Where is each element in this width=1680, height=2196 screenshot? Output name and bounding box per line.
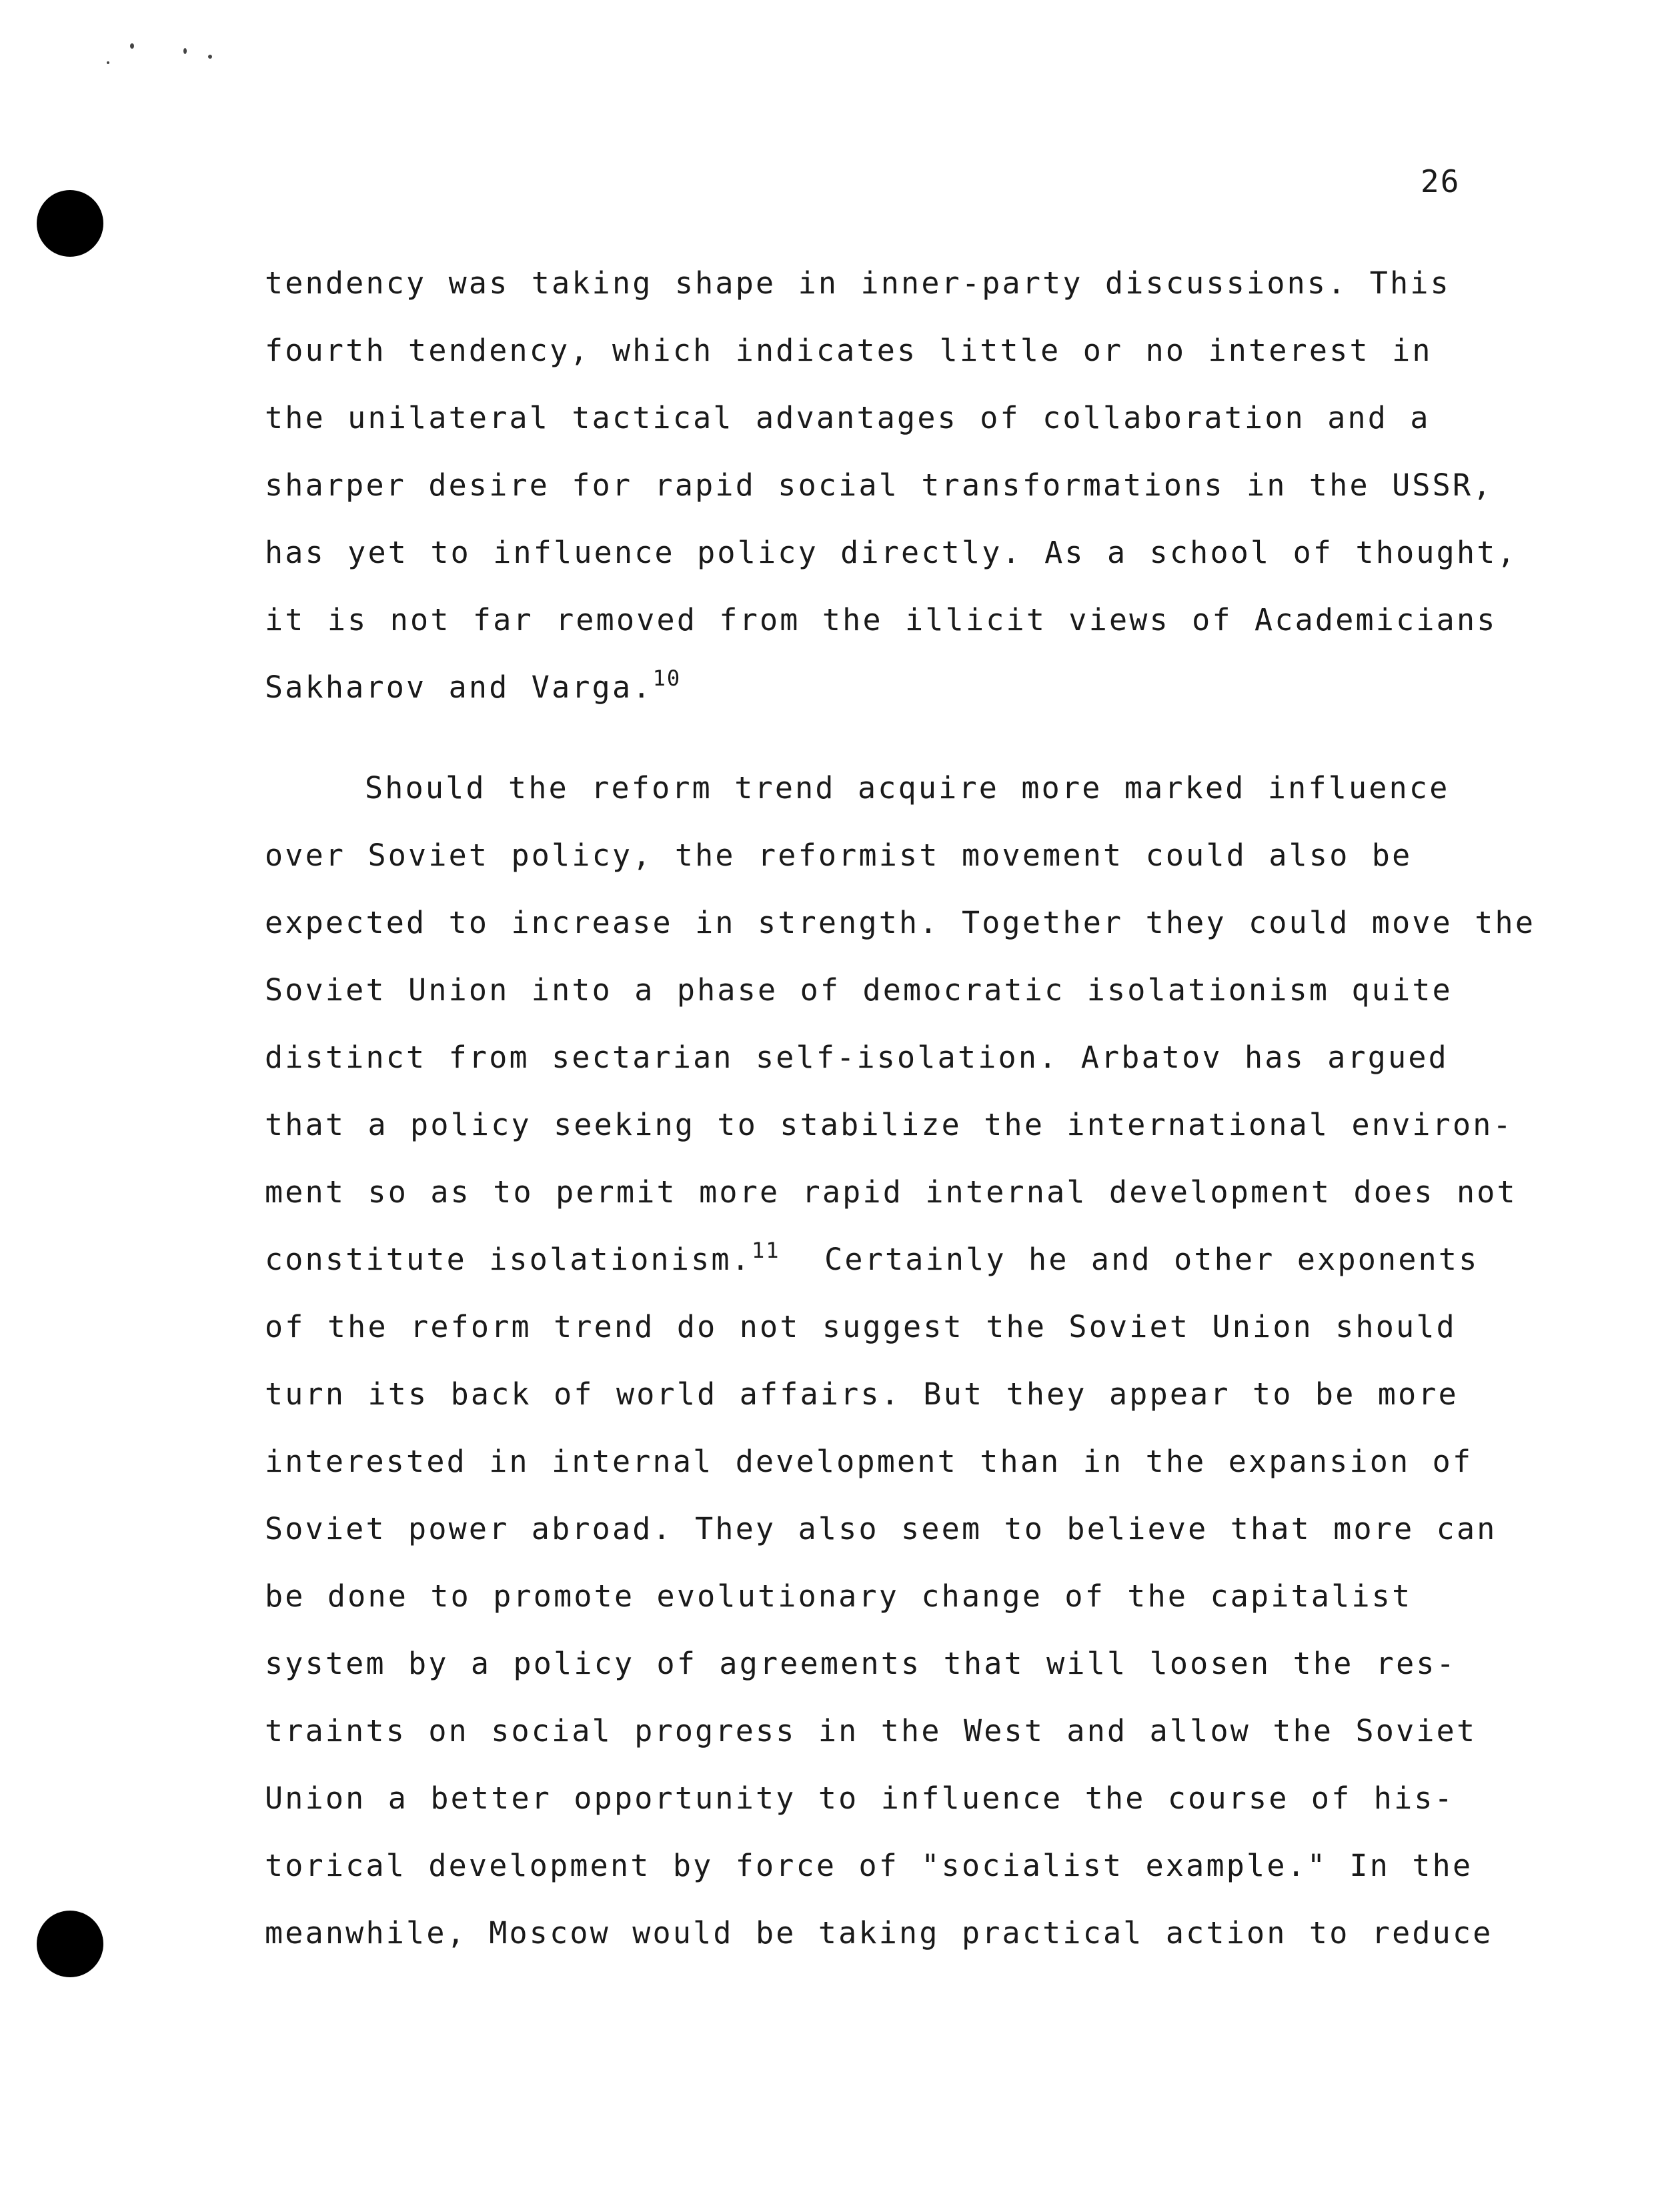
scan-speck [130, 43, 134, 49]
text-line: Soviet Union into a phase of democratic isolationism quite [265, 972, 1453, 1008]
text-line: be done to promote evolutionary change of the capitalist [265, 1578, 1413, 1614]
body-text [265, 263, 1536, 1981]
scan-speck [208, 55, 212, 59]
text-line: over Soviet policy, the reformist movement could also be [265, 838, 1413, 873]
scan-speck [183, 48, 187, 54]
text-line: has yet to influence policy directly. As a school of thought, [265, 535, 1517, 570]
text-line: of the reform trend do not suggest the Soviet Union should [265, 1309, 1457, 1344]
line-text: constitute isolationism. [265, 1242, 752, 1277]
text-line: turn its back of world affairs. But they appear to be more [265, 1376, 1459, 1412]
text-line [265, 668, 1532, 735]
line-text: Certainly he and other exponents [780, 1242, 1479, 1277]
text-line: the unilateral tactical advantages of collaboration and a [265, 400, 1431, 435]
text-line [265, 1240, 1532, 1307]
text-line: distinct from sectarian self-isolation. Arbatov has argued [265, 1040, 1449, 1075]
punch-hole-bottom [37, 1911, 103, 1977]
paragraph-1 [265, 263, 1532, 735]
text-line: ment so as to permit more rapid internal development does not [265, 1174, 1517, 1210]
line-text: Sakharov and Varga. [265, 670, 653, 705]
page-number: 26 [1421, 163, 1461, 199]
text-line: Union a better opportunity to influence the course of his- [265, 1781, 1455, 1816]
text-line: Should the reform trend acquire more marked influence [365, 770, 1450, 806]
footnote-marker: 11 [752, 1238, 780, 1263]
text-line: that a policy seeking to stabilize the international environ- [265, 1107, 1513, 1142]
paragraph-gap [265, 735, 1532, 768]
text-line: interested in internal development than in the expansion of [265, 1444, 1473, 1479]
text-line: meanwhile, Moscow would be taking practical action to reduce [265, 1915, 1493, 1951]
text-line: tendency was taking shape in inner-party discussions. This [265, 265, 1451, 301]
paragraph-2 [265, 768, 1536, 1981]
punch-hole-top [37, 190, 103, 257]
text-line: it is not far removed from the illicit views of Academicians [265, 602, 1497, 638]
scan-speck [107, 61, 109, 64]
text-line: sharper desire for rapid social transformations in the USSR, [265, 467, 1493, 503]
text-line: Soviet power abroad. They also seem to believe that more can [265, 1511, 1497, 1546]
text-line: expected to increase in strength. Together they could move the [265, 905, 1536, 940]
footnote-marker: 10 [652, 666, 682, 691]
text-line: system by a policy of agreements that will loosen the res- [265, 1646, 1457, 1681]
text-line: torical development by force of "socialist example." In the [265, 1848, 1473, 1883]
text-line: traints on social progress in the West and allow the Soviet [265, 1713, 1477, 1749]
text-line: fourth tendency, which indicates little or no interest in [265, 333, 1433, 368]
